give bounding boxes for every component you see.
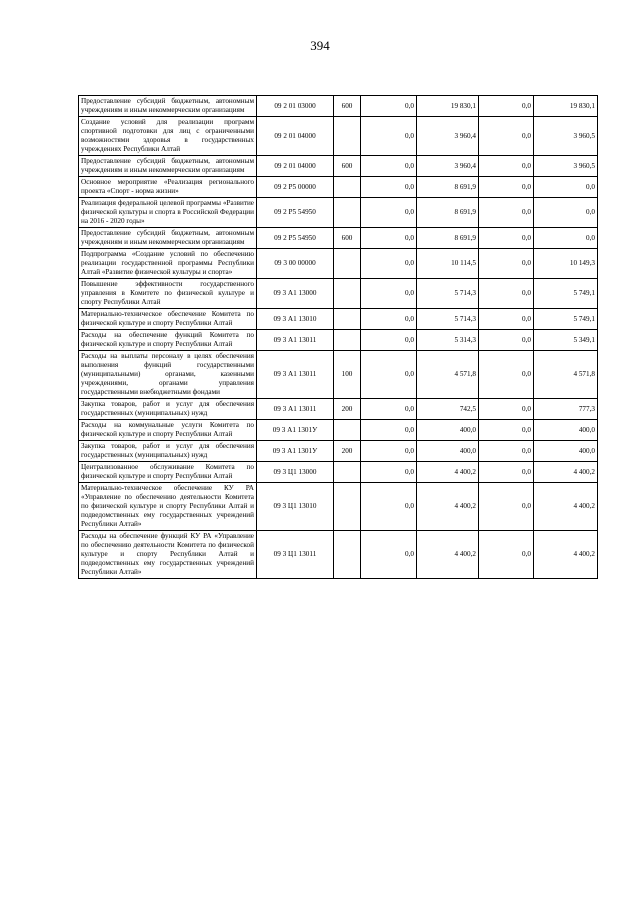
- amount-cell-3: 0,0: [479, 420, 534, 441]
- amount-cell-4: 0,0: [534, 177, 598, 198]
- amount-cell-4: 4 400,2: [534, 462, 598, 483]
- table-row: [79, 531, 598, 579]
- amount-cell-1: 0,0: [361, 198, 417, 228]
- amount-cell-4: 400,0: [534, 441, 598, 462]
- amount-cell-2: 4 400,2: [417, 531, 479, 579]
- table-row: [79, 117, 598, 156]
- amount-cell-2: 5 314,3: [417, 330, 479, 351]
- expense-name-cell: Подпрограмма «Создание условий по обеспечению реализации государственной программы Республики Алтай «Развитие физической культуры и спорта»: [79, 249, 257, 279]
- amount-cell-1: 0,0: [361, 483, 417, 531]
- amount-cell-3: 0,0: [479, 177, 534, 198]
- expense-name-cell: Расходы на выплаты персоналу в целях обеспечения выполнения функций государственными (муниципальными) органами, казенными учреждениями, органами управления государственными внебюджетными фондами: [79, 351, 257, 399]
- amount-cell-2: 3 960,4: [417, 156, 479, 177]
- target-code-cell: 09 2 01 03000: [257, 96, 334, 117]
- amount-cell-1: 0,0: [361, 420, 417, 441]
- amount-cell-2: 8 691,9: [417, 228, 479, 249]
- expense-name-cell: Материально-техническое обеспечение КУ РА «Управление по обеспечению деятельности Комитета по физической культуре и спорту Республики Алтай и подведомственных ему государственных учреждений Республики Алтай»: [79, 483, 257, 531]
- amount-cell-1: 0,0: [361, 117, 417, 156]
- amount-cell-2: 5 714,3: [417, 279, 479, 309]
- amount-cell-3: 0,0: [479, 351, 534, 399]
- amount-cell-4: 0,0: [534, 228, 598, 249]
- amount-cell-3: 0,0: [479, 228, 534, 249]
- amount-cell-1: 0,0: [361, 96, 417, 117]
- target-code-cell: 09 2 P5 54950: [257, 228, 334, 249]
- amount-cell-3: 0,0: [479, 249, 534, 279]
- expense-type-cell: 600: [334, 156, 361, 177]
- target-code-cell: 09 2 01 04000: [257, 117, 334, 156]
- amount-cell-4: 3 960,5: [534, 117, 598, 156]
- amount-cell-2: 742,5: [417, 399, 479, 420]
- amount-cell-2: 4 400,2: [417, 462, 479, 483]
- amount-cell-1: 0,0: [361, 156, 417, 177]
- expense-name-cell: Предоставление субсидий бюджетным, автономным учреждениям и иным некоммерческим организациям: [79, 228, 257, 249]
- amount-cell-3: 0,0: [479, 117, 534, 156]
- amount-cell-1: 0,0: [361, 309, 417, 330]
- amount-cell-1: 0,0: [361, 228, 417, 249]
- amount-cell-3: 0,0: [479, 462, 534, 483]
- target-code-cell: 09 3 А1 1301У: [257, 420, 334, 441]
- table-row: [79, 399, 598, 420]
- target-code-cell: 09 3 А1 13010: [257, 309, 334, 330]
- amount-cell-4: 4 571,8: [534, 351, 598, 399]
- expense-type-cell: [334, 279, 361, 309]
- amount-cell-3: 0,0: [479, 531, 534, 579]
- budget-table: [78, 95, 598, 579]
- expense-type-cell: [334, 117, 361, 156]
- table-row: [79, 249, 598, 279]
- expense-name-cell: Создание условий для реализации программ спортивной подготовки для лиц с ограниченными возможностями здоровья в государственных учреждениях Республики Алтай: [79, 117, 257, 156]
- expense-type-cell: [334, 309, 361, 330]
- table-row: [79, 309, 598, 330]
- table-row: [79, 279, 598, 309]
- target-code-cell: 09 2 P5 00000: [257, 177, 334, 198]
- expense-name-cell: Расходы на обеспечение функций КУ РА «Управление по обеспечению деятельности Комитета по физической культуре и спорту Республики Алтай и подведомственных ему государственных учреждений Республики Алтай»: [79, 531, 257, 579]
- table-row: [79, 483, 598, 531]
- page-number: 394: [310, 38, 330, 53]
- table-row: [79, 177, 598, 198]
- expense-type-cell: [334, 462, 361, 483]
- amount-cell-3: 0,0: [479, 399, 534, 420]
- amount-cell-2: 8 691,9: [417, 198, 479, 228]
- amount-cell-1: 0,0: [361, 330, 417, 351]
- expense-type-cell: [334, 330, 361, 351]
- target-code-cell: 09 3 А1 13011: [257, 399, 334, 420]
- amount-cell-1: 0,0: [361, 279, 417, 309]
- amount-cell-1: 0,0: [361, 399, 417, 420]
- amount-cell-4: 3 960,5: [534, 156, 598, 177]
- expense-name-cell: Повышение эффективности государственного управления в Комитете по физической культуре и спорту Республики Алтай: [79, 279, 257, 309]
- expense-type-cell: 200: [334, 399, 361, 420]
- amount-cell-1: 0,0: [361, 531, 417, 579]
- table-row: [79, 420, 598, 441]
- amount-cell-3: 0,0: [479, 96, 534, 117]
- table-row: [79, 228, 598, 249]
- expense-type-cell: 200: [334, 441, 361, 462]
- amount-cell-4: 5 749,1: [534, 279, 598, 309]
- expense-type-cell: [334, 531, 361, 579]
- expense-name-cell: Реализация федеральной целевой программы «Развитие физической культуры и спорта в Российской Федерации на 2016 - 2020 годы»: [79, 198, 257, 228]
- expense-type-cell: [334, 177, 361, 198]
- table-row: [79, 441, 598, 462]
- table-row: [79, 156, 598, 177]
- amount-cell-4: 19 830,1: [534, 96, 598, 117]
- expense-type-cell: 600: [334, 228, 361, 249]
- expense-name-cell: Централизованное обслуживание Комитета по физической культуре и спорту Республики Алтай: [79, 462, 257, 483]
- expense-type-cell: 100: [334, 351, 361, 399]
- expense-name-cell: Закупка товаров, работ и услуг для обеспечения государственных (муниципальных) нужд: [79, 399, 257, 420]
- amount-cell-3: 0,0: [479, 330, 534, 351]
- expense-name-cell: Предоставление субсидий бюджетным, автономным учреждениям и иным некоммерческим организациям: [79, 156, 257, 177]
- amount-cell-4: 0,0: [534, 198, 598, 228]
- expense-type-cell: 600: [334, 96, 361, 117]
- amount-cell-2: 400,0: [417, 420, 479, 441]
- amount-cell-2: 3 960,4: [417, 117, 479, 156]
- target-code-cell: 09 3 А1 1301У: [257, 441, 334, 462]
- amount-cell-3: 0,0: [479, 156, 534, 177]
- amount-cell-3: 0,0: [479, 279, 534, 309]
- expense-name-cell: Закупка товаров, работ и услуг для обеспечения государственных (муниципальных) нужд: [79, 441, 257, 462]
- amount-cell-2: 8 691,9: [417, 177, 479, 198]
- amount-cell-1: 0,0: [361, 462, 417, 483]
- amount-cell-2: 4 571,8: [417, 351, 479, 399]
- amount-cell-4: 5 349,1: [534, 330, 598, 351]
- table-row: [79, 96, 598, 117]
- amount-cell-1: 0,0: [361, 441, 417, 462]
- expense-type-cell: [334, 483, 361, 531]
- amount-cell-1: 0,0: [361, 249, 417, 279]
- target-code-cell: 09 3 А1 13011: [257, 351, 334, 399]
- target-code-cell: 09 3 А1 13011: [257, 330, 334, 351]
- amount-cell-4: 4 400,2: [534, 531, 598, 579]
- target-code-cell: 09 2 P5 54950: [257, 198, 334, 228]
- table-row: [79, 462, 598, 483]
- amount-cell-1: 0,0: [361, 351, 417, 399]
- target-code-cell: 09 3 Ц1 13010: [257, 483, 334, 531]
- target-code-cell: 09 3 А1 13000: [257, 279, 334, 309]
- target-code-cell: 09 3 Ц1 13011: [257, 531, 334, 579]
- table-row: [79, 351, 598, 399]
- amount-cell-1: 0,0: [361, 177, 417, 198]
- expense-type-cell: [334, 420, 361, 441]
- amount-cell-3: 0,0: [479, 309, 534, 330]
- amount-cell-3: 0,0: [479, 441, 534, 462]
- amount-cell-4: 777,3: [534, 399, 598, 420]
- amount-cell-4: 400,0: [534, 420, 598, 441]
- target-code-cell: 09 2 01 04000: [257, 156, 334, 177]
- amount-cell-2: 400,0: [417, 441, 479, 462]
- amount-cell-4: 5 749,1: [534, 309, 598, 330]
- target-code-cell: 09 3 00 00000: [257, 249, 334, 279]
- amount-cell-4: 10 149,3: [534, 249, 598, 279]
- table-row: [79, 330, 598, 351]
- amount-cell-2: 4 400,2: [417, 483, 479, 531]
- expense-type-cell: [334, 249, 361, 279]
- amount-cell-3: 0,0: [479, 483, 534, 531]
- expense-name-cell: Расходы на обеспечение функций Комитета по физической культуре и спорту Республики Алтай: [79, 330, 257, 351]
- expense-name-cell: Материально-техническое обеспечение Комитета по физической культуре и спорту Республики Алтай: [79, 309, 257, 330]
- expense-name-cell: Расходы на коммунальные услуги Комитета по физической культуре и спорту Республики Алтай: [79, 420, 257, 441]
- table-row: [79, 198, 598, 228]
- amount-cell-4: 4 400,2: [534, 483, 598, 531]
- target-code-cell: 09 3 Ц1 13000: [257, 462, 334, 483]
- amount-cell-3: 0,0: [479, 198, 534, 228]
- expense-type-cell: [334, 198, 361, 228]
- expense-name-cell: Предоставление субсидий бюджетным, автономным учреждениям и иным некоммерческим организациям: [79, 96, 257, 117]
- amount-cell-2: 5 714,3: [417, 309, 479, 330]
- expense-name-cell: Основное мероприятие «Реализация регионального проекта «Спорт - норма жизни»: [79, 177, 257, 198]
- amount-cell-2: 10 114,5: [417, 249, 479, 279]
- amount-cell-2: 19 830,1: [417, 96, 479, 117]
